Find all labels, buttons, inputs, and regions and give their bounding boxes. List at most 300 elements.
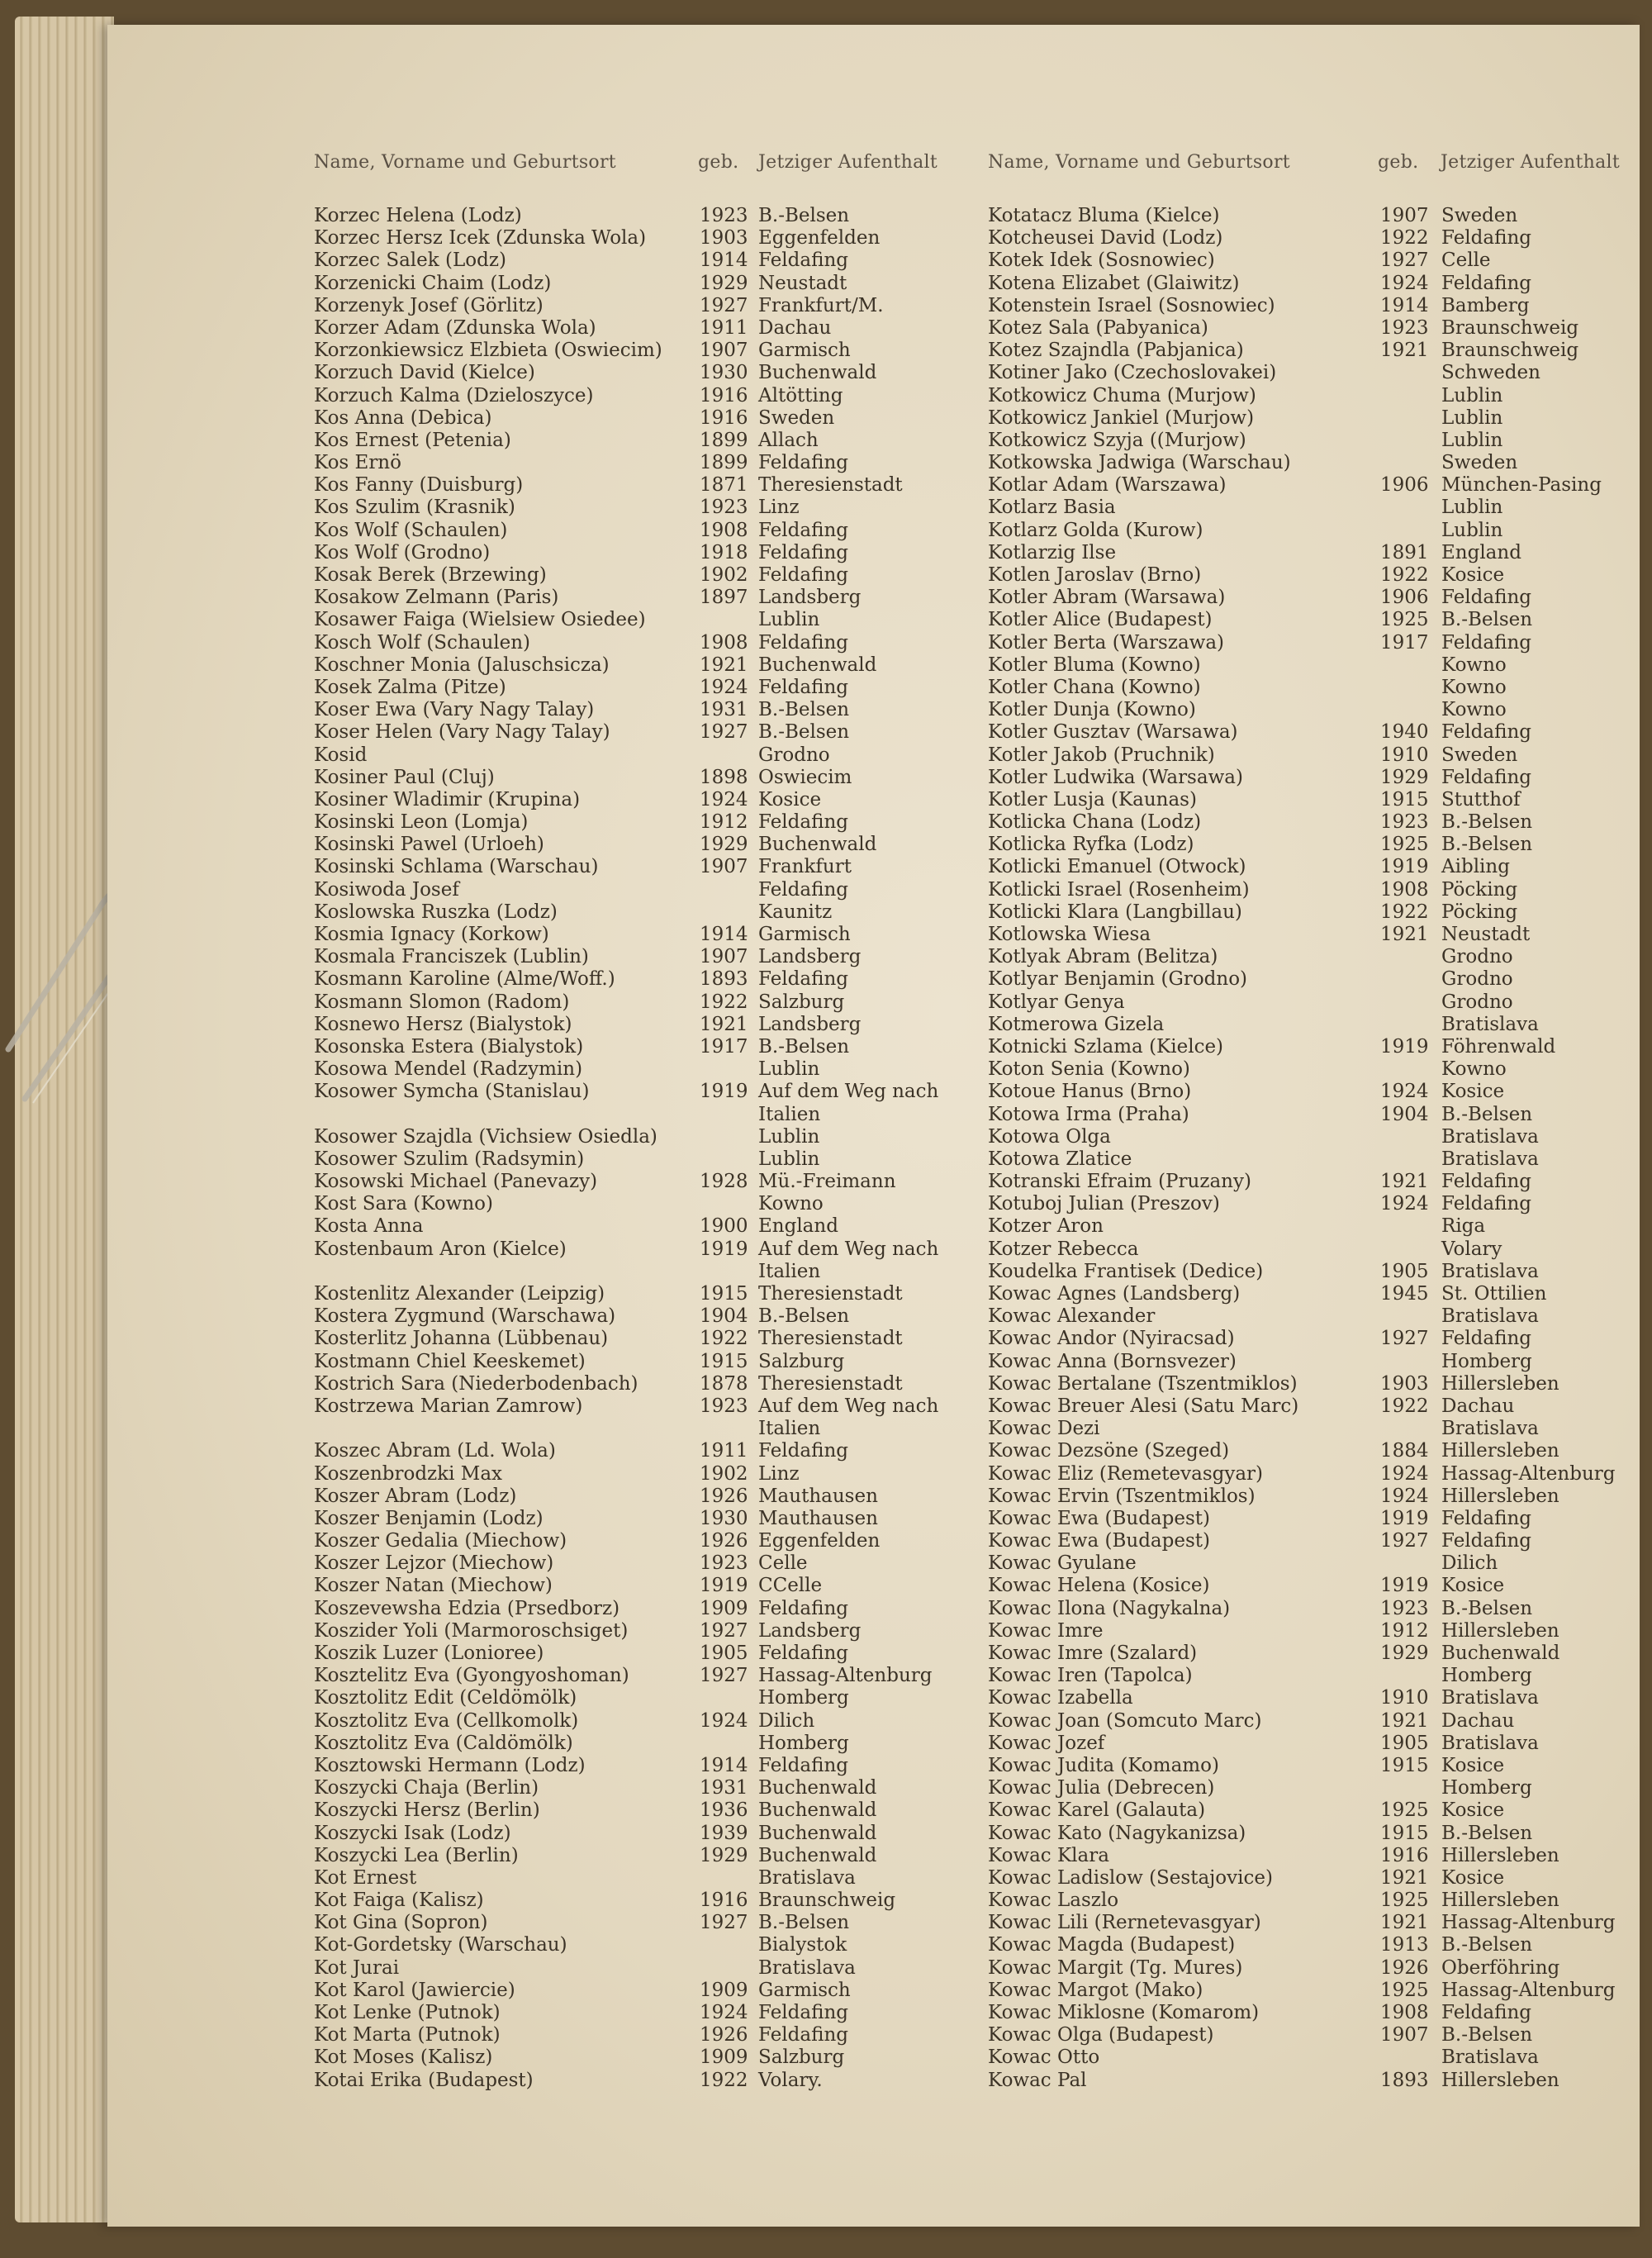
header-current-residence: Jetziger Aufenthalt: [758, 152, 938, 173]
entry-name: Kotler Abram (Warsawa): [988, 587, 1226, 609]
entry-residence: Lublin: [758, 609, 820, 631]
entry-name: Kostrzewa Marian Zamrow): [314, 1395, 583, 1417]
entry-birth-year: 1904: [700, 1305, 748, 1328]
entry-name: Kotlicki Klara (Langbillau): [988, 901, 1242, 923]
entry-residence: Theresienstadt: [758, 474, 903, 497]
entry-residence: Celle: [1441, 250, 1491, 272]
entry-name: Kowac Anna (Bornsvezer): [988, 1350, 1237, 1372]
entry-residence: Feldafing: [758, 1754, 848, 1776]
entry-birth-year: 1915: [1380, 788, 1429, 811]
entry-name: Kowac Bertalane (Tszentmiklos): [988, 1372, 1298, 1395]
entry-residence: Feldafing: [758, 2002, 848, 2023]
entry-name: Kowac Ervin (Tszentmiklos): [988, 1485, 1256, 1507]
entry-residence: Pöcking: [1441, 878, 1518, 901]
entry-residence: Theresienstadt: [758, 1328, 903, 1350]
entry-name: Kotez Szajndla (Pabjanica): [988, 340, 1244, 362]
entry-name: Kostenlitz Alexander (Leipzig): [314, 1283, 605, 1305]
entry-birth-year: 1906: [1380, 587, 1429, 609]
entry-name: Kotlar Adam (Warszawa): [988, 474, 1227, 497]
entry-birth-year: 1922: [1380, 901, 1429, 923]
entry-birth-year: 1924: [1380, 1193, 1429, 1215]
entry-name: Kotoue Hanus (Brno): [988, 1081, 1192, 1103]
entry-birth-year: 1914: [700, 924, 748, 945]
entry-birth-year: 1927: [1380, 250, 1429, 272]
entry-birth-year: 1929: [700, 834, 748, 856]
entry-name: Kos Wolf (Grodno): [314, 541, 491, 563]
entry-residence: Dilich: [758, 1709, 815, 1732]
entry-birth-year: 1926: [700, 1485, 748, 1507]
entry-residence: Allach: [758, 429, 819, 451]
entry-name: Koszycki Hersz (Berlin): [314, 1799, 540, 1822]
entry-birth-year: 1878: [700, 1372, 748, 1395]
entry-name: Kowac Ewa (Budapest): [988, 1530, 1210, 1552]
entry-birth-year: 1929: [700, 272, 748, 294]
entry-birth-year: 1908: [1380, 878, 1429, 901]
entry-residence: Kosice: [758, 788, 822, 811]
entry-residence: Linz: [758, 1462, 800, 1485]
entry-residence: B.-Belsen: [1441, 1822, 1533, 1844]
entry-birth-year: 1921: [1380, 1171, 1429, 1193]
entry-name: Kowac Breuer Alesi (Satu Marc): [988, 1395, 1299, 1417]
entry-residence: Buchenwald: [758, 362, 877, 384]
entry-birth-year: 1916: [700, 384, 748, 406]
entry-name: Kotlyar Benjamin (Grodno): [988, 968, 1248, 991]
entry-residence: Feldafing: [758, 676, 848, 698]
entry-residence: Hillersleben: [1441, 1372, 1559, 1395]
entry-name: Kotranski Efraim (Pruzany): [988, 1171, 1251, 1193]
entry-residence: B.-Belsen: [758, 1035, 850, 1058]
entry-name: Kotkowicz Jankiel (Murjow): [988, 406, 1255, 429]
entry-name: Kostmann Chiel Keeskemet): [314, 1350, 586, 1372]
entry-name: Kowac Dezsöne (Szeged): [988, 1440, 1230, 1462]
entry-name: Kowac Klara: [988, 1844, 1109, 1866]
entry-birth-year: 1909: [700, 1979, 748, 2001]
entry-name: Koszycki Chaja (Berlin): [314, 1777, 539, 1799]
entry-residence: B.-Belsen: [1441, 1934, 1533, 1956]
entry-name: Kosek Zalma (Pitze): [314, 676, 506, 698]
entry-birth-year: 1907: [1380, 2024, 1429, 2046]
header-current-residence: Jetziger Aufenthalt: [1441, 152, 1621, 173]
entry-residence: Theresienstadt: [758, 1372, 903, 1395]
entry-residence: Hassag-Altenburg: [1441, 1912, 1616, 1934]
entry-name: Kowac Andor (Nyiracsad): [988, 1328, 1235, 1350]
entry-birth-year: 1921: [1380, 1866, 1429, 1889]
entry-name: Kotler Alice (Budapest): [988, 609, 1213, 631]
entry-name: Koszycki Isak (Lodz): [314, 1822, 511, 1844]
entry-birth-year: 1907: [1380, 205, 1429, 226]
entry-name: Kotkowska Jadwiga (Warschau): [988, 452, 1291, 474]
entry-birth-year: 1930: [700, 1507, 748, 1529]
entry-residence: Auf dem Weg nach: [758, 1395, 939, 1417]
entry-residence: Feldafing: [1441, 766, 1531, 788]
entry-birth-year: 1923: [1380, 316, 1429, 339]
entry-name: Kosowski Michael (Panevazy): [314, 1171, 598, 1193]
entry-name: Kos Fanny (Duisburg): [314, 474, 524, 497]
entry-residence: Feldafing: [758, 631, 848, 654]
entry-residence: Braunschweig: [1441, 340, 1579, 362]
entry-birth-year: 1927: [700, 721, 748, 744]
entry-birth-year: 1927: [700, 1665, 748, 1687]
entry-residence: Lublin: [758, 1125, 820, 1148]
entry-birth-year: 1927: [700, 294, 748, 316]
entry-birth-year: 1923: [700, 1552, 748, 1575]
entry-birth-year: 1914: [700, 250, 748, 272]
entry-birth-year: 1919: [700, 1575, 748, 1597]
entry-name: Kotlowska Wiesa: [988, 924, 1151, 945]
entry-birth-year: 1919: [1380, 1575, 1429, 1597]
entry-birth-year: 1925: [1380, 834, 1429, 856]
entry-name: Koszycki Lea (Berlin): [314, 1844, 519, 1866]
entry-name: Kotai Erika (Budapest): [314, 2069, 534, 2091]
entry-name: Kosztelitz Eva (Gyongyoshoman): [314, 1665, 629, 1687]
entry-birth-year: 1913: [1380, 1934, 1429, 1956]
entry-birth-year: 1915: [1380, 1754, 1429, 1776]
entry-birth-year: 1900: [700, 1215, 748, 1238]
entry-name: Kotlarz Golda (Kurow): [988, 519, 1203, 541]
entry-birth-year: 1924: [1380, 1081, 1429, 1103]
entry-residence: Aibling: [1441, 856, 1510, 878]
entry-birth-year: 1905: [700, 1642, 748, 1664]
entry-name: Kosiner Wladimir (Krupina): [314, 788, 581, 811]
entry-residence: Feldafing: [1441, 721, 1531, 744]
entry-residence: England: [1441, 541, 1521, 563]
entry-birth-year: 1936: [700, 1799, 748, 1822]
entry-residence: Landsberg: [758, 1013, 862, 1035]
entry-birth-year: 1919: [700, 1081, 748, 1103]
entry-name: Kostrich Sara (Niederbodenbach): [314, 1372, 638, 1395]
entry-birth-year: 1923: [1380, 811, 1429, 834]
entry-name: Kowac Margot (Mako): [988, 1979, 1203, 2001]
entry-residence: Hassag-Altenburg: [1441, 1979, 1616, 2001]
entry-residence: Dachau: [1441, 1395, 1515, 1417]
entry-name: Koszer Gedalia (Miechow): [314, 1530, 567, 1552]
entry-name: Korzec Helena (Lodz): [314, 205, 522, 226]
entry-birth-year: 1908: [1380, 2002, 1429, 2023]
entry-residence: Auf dem Weg nach: [758, 1081, 939, 1103]
entry-name: Kosinski Leon (Lomja): [314, 811, 529, 834]
entry-residence: Grodno: [758, 744, 830, 766]
entry-birth-year: 1921: [1380, 1709, 1429, 1732]
entry-residence: Hassag-Altenburg: [758, 1665, 933, 1687]
entry-residence: Garmisch: [758, 924, 851, 945]
entry-residence: Feldafing: [758, 541, 848, 563]
entry-residence: Theresienstadt: [758, 1283, 903, 1305]
entry-name: Kowac Karel (Galauta): [988, 1799, 1206, 1822]
entry-name: Kotowa Olga: [988, 1125, 1111, 1148]
entry-birth-year: 1926: [700, 1530, 748, 1552]
entry-name: Kotlarz Basia: [988, 497, 1116, 519]
entry-residence: Lublin: [758, 1058, 820, 1081]
entry-birth-year: 1923: [1380, 1597, 1429, 1619]
entry-name: Kosmann Karoline (Alme/Woff.): [314, 968, 615, 991]
entry-birth-year: 1924: [1380, 272, 1429, 294]
entry-birth-year: 1922: [1380, 564, 1429, 586]
entry-residence: Bratislava: [1441, 2046, 1539, 2069]
entry-name: Kotkowicz Chuma (Murjow): [988, 384, 1256, 406]
entry-birth-year: 1907: [700, 856, 748, 878]
entry-residence: Volary.: [758, 2069, 823, 2091]
entry-birth-year: 1916: [700, 406, 748, 429]
entry-birth-year: 1914: [1380, 294, 1429, 316]
entry-birth-year: 1926: [700, 2024, 748, 2046]
entry-residence: Schweden: [1441, 362, 1540, 384]
entry-name: Kowac Margit (Tg. Mures): [988, 1956, 1243, 1979]
entry-residence: Föhrenwald: [1441, 1035, 1556, 1058]
entry-birth-year: 1930: [700, 362, 748, 384]
entry-name: Korzer Adam (Zdunska Wola): [314, 316, 596, 339]
entry-residence: Frankfurt/M.: [758, 294, 884, 316]
entry-name: Kowac Agnes (Landsberg): [988, 1283, 1241, 1305]
entry-birth-year: 1924: [700, 2002, 748, 2023]
entry-residence: B.-Belsen: [1441, 1103, 1533, 1125]
entry-name: Kostera Zygmund (Warschawa): [314, 1305, 616, 1328]
entry-residence: Bratislava: [1441, 1732, 1539, 1754]
entry-residence: B.-Belsen: [1441, 834, 1533, 856]
entry-name: Kot Faiga (Kalisz): [314, 1890, 484, 1912]
entry-birth-year: 1925: [1380, 609, 1429, 631]
entry-name: Kos Ernest (Petenia): [314, 429, 511, 451]
entry-residence: B.-Belsen: [1441, 2024, 1533, 2046]
entry-residence: Mauthausen: [758, 1485, 878, 1507]
entry-residence: Mauthausen: [758, 1507, 878, 1529]
entry-name: Kosowa Mendel (Radzymin): [314, 1058, 583, 1081]
entry-birth-year: 1921: [1380, 924, 1429, 945]
entry-residence: Bialystok: [758, 1934, 847, 1956]
entry-residence: Frankfurt: [758, 856, 852, 878]
entry-birth-year: 1931: [700, 699, 748, 721]
entry-birth-year: 1902: [700, 1462, 748, 1485]
entry-name: Kot Ernest: [314, 1866, 417, 1889]
entry-residence: Bratislava: [1441, 1260, 1539, 1282]
entry-residence: Homberg: [1441, 1350, 1532, 1372]
entry-residence: Buchenwald: [758, 1799, 877, 1822]
entry-residence: CCelle: [758, 1575, 823, 1597]
entry-residence: Homberg: [758, 1732, 849, 1754]
entry-birth-year: 1909: [700, 2046, 748, 2069]
entry-residence: Hillersleben: [1441, 1485, 1559, 1507]
entry-name: Kot Moses (Kalisz): [314, 2046, 493, 2069]
entry-residence: Kowno: [758, 1193, 824, 1215]
entry-birth-year: 1922: [700, 1328, 748, 1350]
entry-name: Koszider Yoli (Marmoroschsiget): [314, 1619, 629, 1642]
entry-residence: Feldafing: [758, 564, 848, 586]
entry-birth-year: 1893: [700, 968, 748, 991]
entry-residence: Kowno: [1441, 654, 1507, 676]
entry-name: Kowac Laszlo: [988, 1890, 1119, 1912]
entry-residence: Dachau: [758, 316, 832, 339]
entry-residence: Hillersleben: [1441, 1890, 1559, 1912]
entry-birth-year: 1924: [700, 676, 748, 698]
entry-name: Kot Karol (Jawiercie): [314, 1979, 515, 2001]
entry-birth-year: 1919: [700, 1238, 748, 1260]
entry-name: Kotlicka Chana (Lodz): [988, 811, 1202, 834]
entry-residence: Eggenfelden: [758, 1530, 881, 1552]
entry-name: Koszik Luzer (Lonioree): [314, 1642, 544, 1664]
entry-residence: Landsberg: [758, 1619, 862, 1642]
entry-residence: Hillersleben: [1441, 1844, 1559, 1866]
entry-name: Kot-Gordetsky (Warschau): [314, 1934, 567, 1956]
entry-residence: Feldafing: [758, 519, 848, 541]
entry-residence: Dachau: [1441, 1709, 1515, 1732]
entry-birth-year: 1921: [700, 654, 748, 676]
entry-birth-year: 1905: [1380, 1260, 1429, 1282]
entry-birth-year: 1925: [1380, 1890, 1429, 1912]
entry-birth-year: 1921: [1380, 340, 1429, 362]
entry-residence: Feldafing: [758, 1642, 848, 1664]
entry-residence: Riga: [1441, 1215, 1486, 1238]
entry-name: Kosak Berek (Brzewing): [314, 564, 547, 586]
entry-name: Kotler Berta (Warszawa): [988, 631, 1225, 654]
entry-residence: Braunschweig: [758, 1890, 896, 1912]
entry-residence: Homberg: [1441, 1777, 1532, 1799]
entry-residence: Feldafing: [1441, 1171, 1531, 1193]
entry-residence: Grodno: [1441, 991, 1513, 1013]
entry-residence: Sweden: [758, 406, 835, 429]
entry-residence: Lublin: [1441, 497, 1503, 519]
entry-name: Kot Jurai: [314, 1956, 400, 1979]
entry-residence: Kaunitz: [758, 901, 833, 923]
entry-residence: B.-Belsen: [1441, 609, 1533, 631]
entry-residence: Feldafing: [1441, 587, 1531, 609]
entry-name: Kotuboj Julian (Preszov): [988, 1193, 1220, 1215]
entry-name: Kos Anna (Debica): [314, 406, 492, 429]
entry-residence: Sweden: [1441, 744, 1518, 766]
entry-residence: Mü.-Freimann: [758, 1171, 896, 1193]
entry-birth-year: 1928: [700, 1171, 748, 1193]
entry-name: Kosakow Zelmann (Paris): [314, 587, 559, 609]
header-birth-year: geb.: [698, 152, 739, 173]
entry-residence: Kosice: [1441, 1799, 1505, 1822]
entry-name: Kowac Imre: [988, 1619, 1104, 1642]
entry-name: Koszec Abram (Ld. Wola): [314, 1440, 556, 1462]
header-name: Name, Vorname und Geburtsort: [314, 152, 616, 173]
entry-birth-year: 1922: [700, 991, 748, 1013]
entry-residence: Kosice: [1441, 1575, 1505, 1597]
entry-name: Kotnicki Szlama (Kielce): [988, 1035, 1224, 1058]
entry-birth-year: 1906: [1380, 474, 1429, 497]
entry-residence: Feldafing: [758, 878, 848, 901]
entry-residence: B.-Belsen: [758, 721, 850, 744]
entry-name: Kotlicki Emanuel (Otwock): [988, 856, 1246, 878]
entry-name: Kotler Gusztav (Warsawa): [988, 721, 1238, 744]
entry-residence: Bratislava: [1441, 1125, 1539, 1148]
entry-name: Kowac Eliz (Remetevasgyar): [988, 1462, 1264, 1485]
entry-name: Kotek Idek (Sosnowiec): [988, 250, 1215, 272]
entry-name: Kotzer Aron: [988, 1215, 1104, 1238]
entry-birth-year: 1893: [1380, 2069, 1429, 2091]
entry-name: Kowac Olga (Budapest): [988, 2024, 1214, 2046]
entry-residence: Landsberg: [758, 587, 862, 609]
entry-name: Kos Wolf (Schaulen): [314, 519, 508, 541]
entry-residence: Hillersleben: [1441, 1440, 1559, 1462]
entry-residence: Feldafing: [758, 1597, 848, 1619]
entry-residence: Italien: [758, 1103, 821, 1125]
entry-residence: Salzburg: [758, 2046, 845, 2069]
entry-residence: B.-Belsen: [758, 699, 850, 721]
entry-name: Kotez Sala (Pabyanica): [988, 316, 1208, 339]
entry-residence: Buchenwald: [1441, 1642, 1560, 1664]
entry-residence: England: [758, 1215, 838, 1238]
entry-residence: Lublin: [1441, 519, 1503, 541]
entry-name: Kos Szulim (Krasnik): [314, 497, 515, 519]
entry-birth-year: 1903: [1380, 1372, 1429, 1395]
entry-name: Koszer Natan (Miechow): [314, 1575, 553, 1597]
entry-name: Kosch Wolf (Schaulen): [314, 631, 531, 654]
entry-name: Kosower Szulim (Radsymin): [314, 1148, 585, 1170]
entry-residence: Hassag-Altenburg: [1441, 1462, 1616, 1485]
entry-residence: Feldafing: [1441, 272, 1531, 294]
entry-birth-year: 1891: [1380, 541, 1429, 563]
entry-name: Korzuch Kalma (Dzieloszyce): [314, 384, 594, 406]
header-birth-year: geb.: [1378, 152, 1419, 173]
entry-name: Kotlen Jaroslav (Brno): [988, 564, 1202, 586]
entry-name: Kotlyak Abram (Belitza): [988, 946, 1218, 968]
entry-name: Kotlicki Israel (Rosenheim): [988, 878, 1250, 901]
entry-residence: B.-Belsen: [758, 1912, 850, 1934]
entry-birth-year: 1905: [1380, 1732, 1429, 1754]
entry-name: Kotlarzig Ilse: [988, 541, 1117, 563]
entry-birth-year: 1927: [1380, 1530, 1429, 1552]
entry-name: Kot Lenke (Putnok): [314, 2002, 501, 2023]
entry-residence: Buchenwald: [758, 654, 877, 676]
entry-name: Kotler Jakob (Pruchnik): [988, 744, 1215, 766]
entry-residence: B.-Belsen: [758, 1305, 850, 1328]
entry-residence: Feldafing: [758, 811, 848, 834]
entry-residence: Salzburg: [758, 1350, 845, 1372]
entry-residence: Homberg: [758, 1687, 849, 1709]
entry-name: Kotatacz Bluma (Kielce): [988, 205, 1220, 226]
entry-residence: Volary: [1441, 1238, 1502, 1260]
entry-name: Kosonska Estera (Bialystok): [314, 1035, 584, 1058]
entry-birth-year: 1884: [1380, 1440, 1429, 1462]
entry-residence: Feldafing: [1441, 2002, 1531, 2023]
entry-birth-year: 1910: [1380, 1687, 1429, 1709]
entry-birth-year: 1917: [1380, 631, 1429, 654]
entry-name: Kowac Joan (Somcuto Marc): [988, 1709, 1262, 1732]
entry-name: Kotler Bluma (Kowno): [988, 654, 1201, 676]
entry-residence: Kosice: [1441, 564, 1505, 586]
entry-name: Kowac Helena (Kosice): [988, 1575, 1210, 1597]
entry-birth-year: 1916: [700, 1890, 748, 1912]
entry-name: Koszevewsha Edzia (Prsedborz): [314, 1597, 620, 1619]
entry-residence: Kowno: [1441, 699, 1507, 721]
entry-birth-year: 1927: [1380, 1328, 1429, 1350]
entry-residence: St. Ottilien: [1441, 1283, 1547, 1305]
entry-residence: Dilich: [1441, 1552, 1498, 1575]
entry-name: Kosmala Franciszek (Lublin): [314, 946, 589, 968]
entry-name: Kowac Magda (Budapest): [988, 1934, 1236, 1956]
entry-name: Kotenstein Israel (Sosnowiec): [988, 294, 1275, 316]
entry-birth-year: 1897: [700, 587, 748, 609]
entry-birth-year: 1945: [1380, 1283, 1429, 1305]
entry-name: Korzuch David (Kielce): [314, 362, 535, 384]
entry-name: Kowac Ladislow (Sestajovice): [988, 1866, 1273, 1889]
entry-name: Kotler Dunja (Kowno): [988, 699, 1196, 721]
entry-residence: Kowno: [1441, 1058, 1507, 1081]
entry-birth-year: 1917: [700, 1035, 748, 1058]
entry-residence: Grodno: [1441, 946, 1513, 968]
entry-name: Kowac Dezi: [988, 1418, 1100, 1440]
entry-residence: Buchenwald: [758, 1822, 877, 1844]
entry-birth-year: 1919: [1380, 1507, 1429, 1529]
entry-birth-year: 1923: [700, 205, 748, 226]
entry-residence: Hillersleben: [1441, 1619, 1559, 1642]
entry-name: Kowac Alexander: [988, 1305, 1156, 1328]
entry-residence: Oswiecim: [758, 766, 852, 788]
entry-residence: Feldafing: [1441, 1328, 1531, 1350]
entry-residence: Hillersleben: [1441, 2069, 1559, 2091]
entry-name: Kotiner Jako (Czechoslovakei): [988, 362, 1277, 384]
